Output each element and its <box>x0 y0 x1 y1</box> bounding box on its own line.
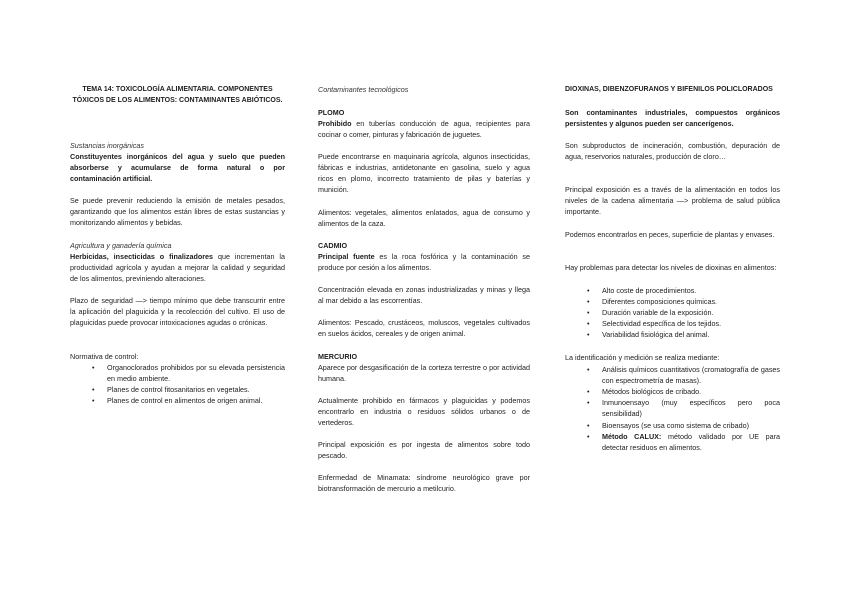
mercury-origin-paragraph: Aparece por desgasificación de la corteza terrestre o por actividad humana. <box>318 362 530 383</box>
dioxins-definition: Son contaminantes industriales, compuestos orgánicos persistentes y algunos pueden ser cancerígenos. <box>565 107 780 128</box>
list-item <box>602 296 780 307</box>
lead-banned-paragraph <box>318 118 530 140</box>
list-item-text: Alto coste de procedimientos. <box>602 285 697 295</box>
cadmium-concentration-paragraph: Concentración elevada en zonas industrializadas y minas y llega al mar debido a las escorrentías. <box>318 284 530 305</box>
list-item-text: Análisis químicos cuantitativos (cromatografía de gases con espectrometría de masas). <box>602 364 780 385</box>
document-title: TEMA 14: TOXICOLOGÍA ALIMENTARIA. COMPONENTES TÓXICOS DE LOS ALIMENTOS: CONTAMINANTES ABIÓTICOS. <box>72 85 283 104</box>
mercury-heading: MERCURIO <box>318 351 358 361</box>
list-item-text: Planes de control fitosanitarios en vegetales. <box>107 384 250 394</box>
minamata-paragraph: Enfermedad de Minamata: síndrome neurológico grave por biotransformación de mercurio a metilcurio. <box>318 472 530 493</box>
inorganic-definition: Constituyentes inorgánicos del agua y suelo que pueden absorberse y acumularse de forma natural o por contaminación artificial. <box>70 151 285 183</box>
agriculture-lead: Herbicidas, insecticidas o finalizadores <box>70 251 214 261</box>
list-item <box>602 431 780 453</box>
mercury-banned-paragraph: Actualmente prohibido en fármacos y plaguicidas y podemos encontrarlo en industria o residuos sólidos urbanos o de vertederos. <box>318 395 530 427</box>
list-item-text: Selectividad específica de los tejidos. <box>602 319 722 329</box>
list-item <box>602 364 780 386</box>
agriculture-text: que incrementan la productividad agrícola y ayudan a mejorar la calidad y seguridad de los alimentos, previniendo alteraciones. <box>70 251 285 283</box>
dioxins-exposure: Principal exposición es a través de la alimentación en todos los niveles de la cadena alimentaria —> problema de salud pública importante. <box>565 184 780 216</box>
list-item <box>602 285 780 296</box>
list-item <box>602 318 780 329</box>
mercury-exposure-paragraph: Principal exposición es por ingesta de alimentos sobre todo pescado. <box>318 439 530 460</box>
cadmium-heading: CADMIO <box>318 240 348 250</box>
list-item-text: Bioensayos (se usa como sistema de cribado) <box>602 420 750 430</box>
detection-heading: Hay problemas para detectar los niveles de dioxinas en alimentos: <box>565 262 777 272</box>
lead-banned-text: en tuberías conducción de agua, recipientes para cocinar o comer, pinturas y fabricación de juguetes. <box>318 118 530 139</box>
methods-list <box>565 364 780 454</box>
inorganic-heading: Sustancias inorgánicas <box>70 140 144 150</box>
list-item <box>107 384 285 395</box>
agriculture-paragraph <box>70 251 285 285</box>
dioxins-locations: Podemos encontrarlos en peces, superficie de plantas y envases. <box>565 229 775 239</box>
lead-heading: PLOMO <box>318 107 345 117</box>
list-item <box>602 386 780 397</box>
list-item-text: Duración variable de la exposición. <box>602 307 714 317</box>
dioxins-heading: DIOXINAS, DIBENZOFURANOS Y BIFENILOS POLICLORADOS <box>565 85 773 93</box>
list-item-text: Inmunoensayo (muy específicos pero poca sensibilidad) <box>602 398 780 419</box>
cadmium-source-lead: Principal fuente <box>318 251 375 261</box>
cadmium-source-paragraph <box>318 251 530 273</box>
technological-heading: Contaminantes tecnológicos <box>318 84 409 94</box>
list-item <box>107 395 285 406</box>
list-item-text: Organoclorados prohibidos por su elevada persistencia en medio ambiente. <box>107 362 285 383</box>
calux-lead: Método CALUX: <box>602 431 662 441</box>
cadmium-foods-paragraph: Alimentos: Pescado, crustáceos, moluscos, vegetales cultivados en suelos ácidos, cereales y de origen animal. <box>318 317 530 338</box>
list-item-text: Planes de control en alimentos de origen animal. <box>107 396 263 406</box>
cadmium-source-text: es la roca fosfórica y la contaminación se produce por cesión a los alimentos. <box>318 251 531 272</box>
methods-heading: La identificación y medición se realiza mediante: <box>565 352 720 362</box>
control-list <box>70 362 285 407</box>
list-item <box>602 397 780 419</box>
list-item-text: Variabilidad fisiológica del animal. <box>602 330 710 340</box>
list-item <box>107 362 285 384</box>
list-item <box>602 307 780 318</box>
list-item-text: Métodos biológicos de cribado. <box>602 386 702 396</box>
lead-sources-paragraph: Puede encontrarse en maquinaria agrícola, algunos insecticidas, fábricas e industrias, antidetonante en gasolina, suelo y agua ricos en plomo, incorrecto tratamiento de pilas y baterías y munición. <box>318 151 530 195</box>
lead-banned-lead: Prohibido <box>318 118 352 128</box>
control-heading: Normativa de control: <box>70 351 139 361</box>
agriculture-heading: Agricultura y ganadería química <box>70 240 172 250</box>
dioxins-byproducts: Son subproductos de incineración, combustión, depuración de agua, reservorios naturales, producción de cloro… <box>565 140 780 161</box>
safety-period-paragraph: Plazo de seguridad —> tiempo mínimo que debe transcurrir entre la aplicación del plaguicida y la recolección del cultivo. El uso de plaguicidas puede provocar intoxicaciones agudas o crónicas. <box>70 295 285 327</box>
calux-text: método validado por UE para detectar residuos en alimentos. <box>602 431 781 452</box>
list-item-text: Diferentes composiciones químicas. <box>602 296 718 306</box>
detection-problems-list <box>565 285 780 341</box>
list-item <box>602 420 780 431</box>
inorganic-prevention: Se puede prevenir reduciendo la emisión de metales pesados, garantizando que los alimentos están libres de estas sustancias y monitorizando alimentos y bebidas. <box>70 195 285 227</box>
list-item <box>602 329 780 340</box>
lead-foods-paragraph: Alimentos: vegetales, alimentos enlatados, agua de consumo y alimentos de la caza. <box>318 207 530 228</box>
